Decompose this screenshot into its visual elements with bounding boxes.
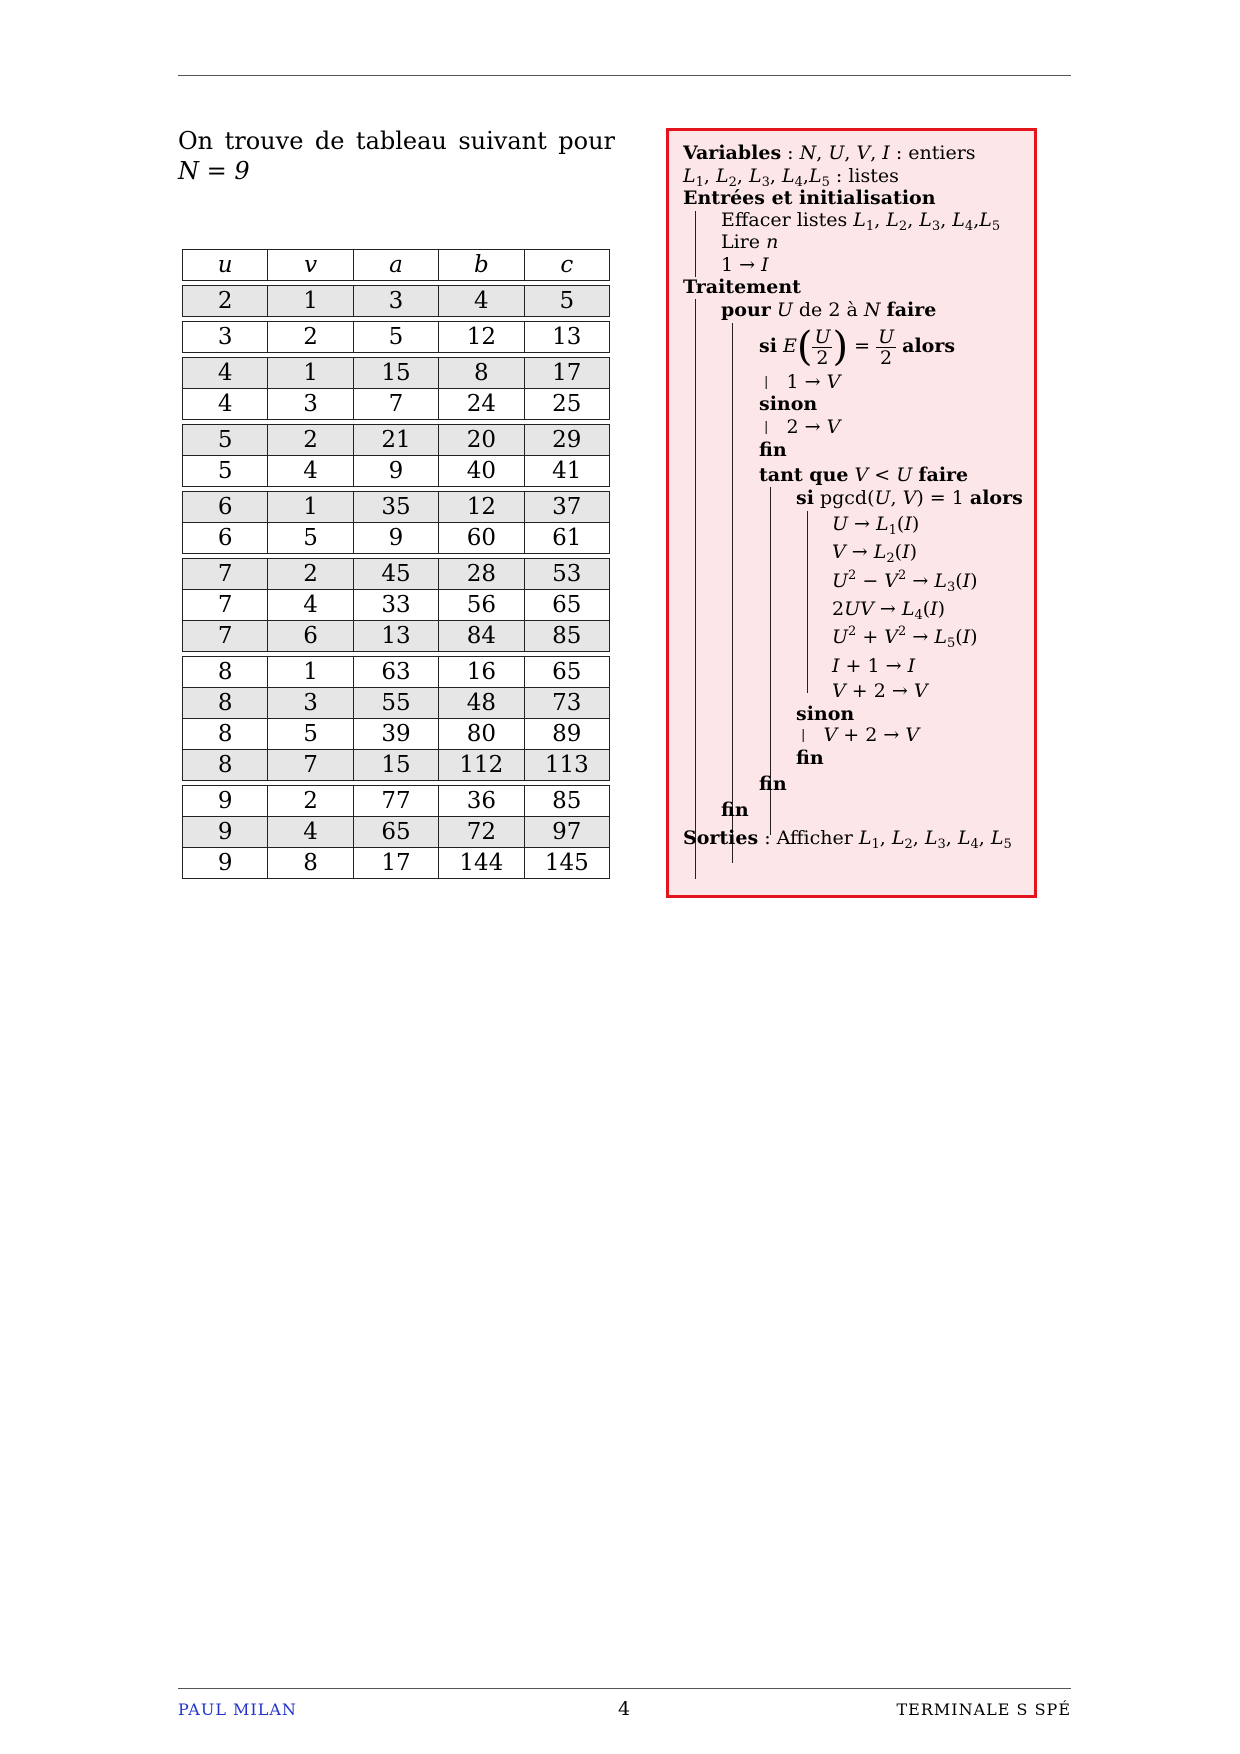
table-header: [182, 249, 610, 281]
table-cell: 7: [183, 590, 268, 621]
algo-stmt-2: $V \to L_2(I)$: [832, 541, 917, 566]
table-cell: 21: [353, 425, 438, 456]
algo-stmt-4: $2UV \to L_4(I)$: [832, 598, 946, 623]
algo-stmt-1: $U \to L_1(I)$: [832, 513, 920, 538]
table-cell: 77: [353, 786, 438, 817]
table-row: [183, 848, 610, 879]
table-cell: 73: [524, 688, 609, 719]
table-cell: 5: [268, 523, 353, 554]
table-cell: 25: [524, 389, 609, 420]
table-group: [182, 321, 610, 353]
table-cell: 9: [183, 817, 268, 848]
table-row: [183, 492, 610, 523]
algo-for-line: pour U de 2 à N faire: [721, 299, 937, 321]
table-cell: 45: [353, 559, 438, 590]
algo-process-heading: Traitement: [683, 276, 801, 298]
table-cell: 9: [183, 848, 268, 879]
table-row: [183, 719, 610, 750]
table-cell: 39: [353, 719, 438, 750]
table-row: [183, 657, 610, 688]
algo-lists-line: $L_1$, $L_2$, $L_3$, $L_4,L_5$ : listes: [683, 165, 899, 190]
table-cell: 40: [439, 456, 524, 487]
table-cell: 5: [524, 286, 609, 317]
table-cell: 60: [439, 523, 524, 554]
init-block-bar: [695, 211, 696, 277]
table-row: [183, 786, 610, 817]
table-row: [183, 750, 610, 781]
table-cell: 6: [183, 492, 268, 523]
table-group: [182, 285, 610, 317]
algo-end-if-2: fin: [796, 747, 824, 769]
table-cell: 2: [268, 786, 353, 817]
table-cell: 4: [183, 389, 268, 420]
algo-stmt-3: $U^2 - V^2 \to L_3(I)$: [832, 568, 978, 595]
column-header: c: [524, 250, 609, 281]
table-cell: 33: [353, 590, 438, 621]
table-cell: 3: [353, 286, 438, 317]
table-cell: 9: [353, 456, 438, 487]
table-cell: 55: [353, 688, 438, 719]
table-cell: 15: [353, 750, 438, 781]
table-row: [183, 817, 610, 848]
intro-word: de: [314, 127, 345, 155]
table-cell: 7: [183, 559, 268, 590]
table-cell: 85: [524, 621, 609, 652]
algo-stmt-7: V + 2 → V: [832, 680, 928, 702]
column-header: a: [353, 250, 438, 281]
table-cell: 112: [439, 750, 524, 781]
table-row: [183, 688, 610, 719]
for-block-bar: [732, 323, 733, 863]
table-cell: 36: [439, 786, 524, 817]
table-cell: 8: [183, 688, 268, 719]
algo-end-while: fin: [759, 773, 787, 795]
table-cell: 4: [439, 286, 524, 317]
table-cell: 8: [183, 750, 268, 781]
table-cell: 113: [524, 750, 609, 781]
triples-table: [182, 249, 610, 883]
table-cell: 5: [268, 719, 353, 750]
algo-outputs-line: Sorties : Afficher $L_1$, $L_2$, $L_3$, $L_4$, $L_5$: [683, 827, 1012, 852]
table-cell: 48: [439, 688, 524, 719]
table-cell: 15: [353, 358, 438, 389]
table-group: [182, 785, 610, 879]
table-cell: 24: [439, 389, 524, 420]
table-cell: 1: [268, 492, 353, 523]
if-gcd-block-bar: [807, 511, 808, 693]
table-cell: 5: [183, 456, 268, 487]
table-cell: 3: [183, 322, 268, 353]
footer-author: PAUL MILAN: [178, 1700, 297, 1719]
table-cell: 53: [524, 559, 609, 590]
table-row: [183, 559, 610, 590]
table-cell: 85: [524, 786, 609, 817]
intro-word: On: [178, 127, 214, 155]
table-group: [182, 558, 610, 652]
intro-word: tableau: [355, 127, 447, 155]
table-cell: 65: [524, 590, 609, 621]
table-cell: 144: [439, 848, 524, 879]
table-row: [183, 523, 610, 554]
table-cell: 2: [268, 322, 353, 353]
table-cell: 7: [353, 389, 438, 420]
footer-course: TERMINALE S SPÉ: [896, 1700, 1071, 1719]
table-cell: 2: [183, 286, 268, 317]
table-cell: 1: [268, 358, 353, 389]
table-cell: 28: [439, 559, 524, 590]
table-cell: 13: [353, 621, 438, 652]
algo-read-n: Lire n: [721, 231, 779, 253]
algo-set-i: 1 → I: [721, 254, 769, 276]
table-cell: 4: [268, 817, 353, 848]
algorithm-box: [666, 128, 1037, 898]
table-row: [183, 286, 610, 317]
table-row: [183, 358, 610, 389]
algo-if-gcd-line: si pgcd(U, V) = 1 alors: [796, 487, 1023, 509]
process-block-bar: [695, 299, 696, 879]
table-cell: 4: [268, 456, 353, 487]
table-cell: 3: [268, 389, 353, 420]
table-cell: 72: [439, 817, 524, 848]
table-cell: 56: [439, 590, 524, 621]
table-cell: 2: [268, 559, 353, 590]
table-row: [183, 621, 610, 652]
algo-clear-lists: Effacer listes $L_1$, $L_2$, $L_3$, $L_4,L_5$: [721, 209, 1001, 234]
column-header: b: [439, 250, 524, 281]
table-cell: 4: [183, 358, 268, 389]
header-rule: [178, 75, 1071, 76]
table-group: [182, 656, 610, 781]
table-cell: 65: [353, 817, 438, 848]
algo-else-1: sinon: [759, 393, 818, 415]
table-cell: 12: [439, 492, 524, 523]
table-cell: 5: [183, 425, 268, 456]
table-cell: 65: [524, 657, 609, 688]
algo-variables-line: Variables : N, U, V, I : entiers: [683, 142, 976, 164]
table-cell: 63: [353, 657, 438, 688]
table-cell: 61: [524, 523, 609, 554]
table-cell: 5: [353, 322, 438, 353]
table-cell: 16: [439, 657, 524, 688]
table-cell: 8: [268, 848, 353, 879]
table-cell: 13: [524, 322, 609, 353]
table-cell: 80: [439, 719, 524, 750]
column-header: v: [268, 250, 353, 281]
algo-stmt-8: | V + 2 → V: [801, 724, 920, 746]
table-cell: 4: [268, 590, 353, 621]
table-cell: 37: [524, 492, 609, 523]
table-cell: 97: [524, 817, 609, 848]
table-cell: 1: [268, 286, 353, 317]
table-cell: 8: [183, 719, 268, 750]
table-cell: 8: [439, 358, 524, 389]
intro-word: trouve: [224, 127, 304, 155]
table-group: [182, 491, 610, 554]
algo-end-for: fin: [721, 799, 749, 821]
table-row: [183, 389, 610, 420]
table-row: [183, 425, 610, 456]
intro-n-value: N = 9: [178, 157, 250, 185]
footer-rule: [178, 1688, 1071, 1689]
algo-stmt-5: $U^2 + V^2 \to L_5(I)$: [832, 624, 978, 651]
table-cell: 9: [183, 786, 268, 817]
table-row: [183, 590, 610, 621]
algo-stmt-6: I + 1 → I: [832, 655, 916, 677]
table-row: [183, 322, 610, 353]
table-cell: 12: [439, 322, 524, 353]
column-header: u: [183, 250, 268, 281]
algo-one-to-v: | 1 → V: [764, 371, 841, 393]
table-cell: 84: [439, 621, 524, 652]
table-group: [182, 357, 610, 420]
table-cell: 20: [439, 425, 524, 456]
table-cell: 145: [524, 848, 609, 879]
table-cell: 8: [183, 657, 268, 688]
table-cell: 9: [353, 523, 438, 554]
table-cell: 17: [353, 848, 438, 879]
intro-word: suivant: [458, 127, 547, 155]
table-row: [183, 456, 610, 487]
algo-end-if-1: fin: [759, 439, 787, 461]
table-cell: 35: [353, 492, 438, 523]
intro-word: pour: [558, 127, 615, 155]
table-cell: 6: [268, 621, 353, 652]
intro-text: [178, 126, 615, 186]
table-cell: 6: [183, 523, 268, 554]
table-cell: 1: [268, 657, 353, 688]
algo-while-line: tant que V < U faire: [759, 464, 969, 486]
table-cell: 41: [524, 456, 609, 487]
table-cell: 17: [524, 358, 609, 389]
table-cell: 7: [183, 621, 268, 652]
table-group: [182, 424, 610, 487]
table-cell: 89: [524, 719, 609, 750]
footer-page-number: 4: [618, 1698, 631, 1720]
table-cell: 29: [524, 425, 609, 456]
algo-else-2: sinon: [796, 703, 855, 725]
table-cell: 2: [268, 425, 353, 456]
algo-init-heading: Entrées et initialisation: [683, 187, 936, 209]
algo-if-line: si E( $\frac{U}{2}$ ) = $\frac{U}{2}$ alors: [759, 324, 956, 370]
table-cell: 3: [268, 688, 353, 719]
algo-two-to-v: | 2 → V: [764, 416, 841, 438]
table-cell: 7: [268, 750, 353, 781]
